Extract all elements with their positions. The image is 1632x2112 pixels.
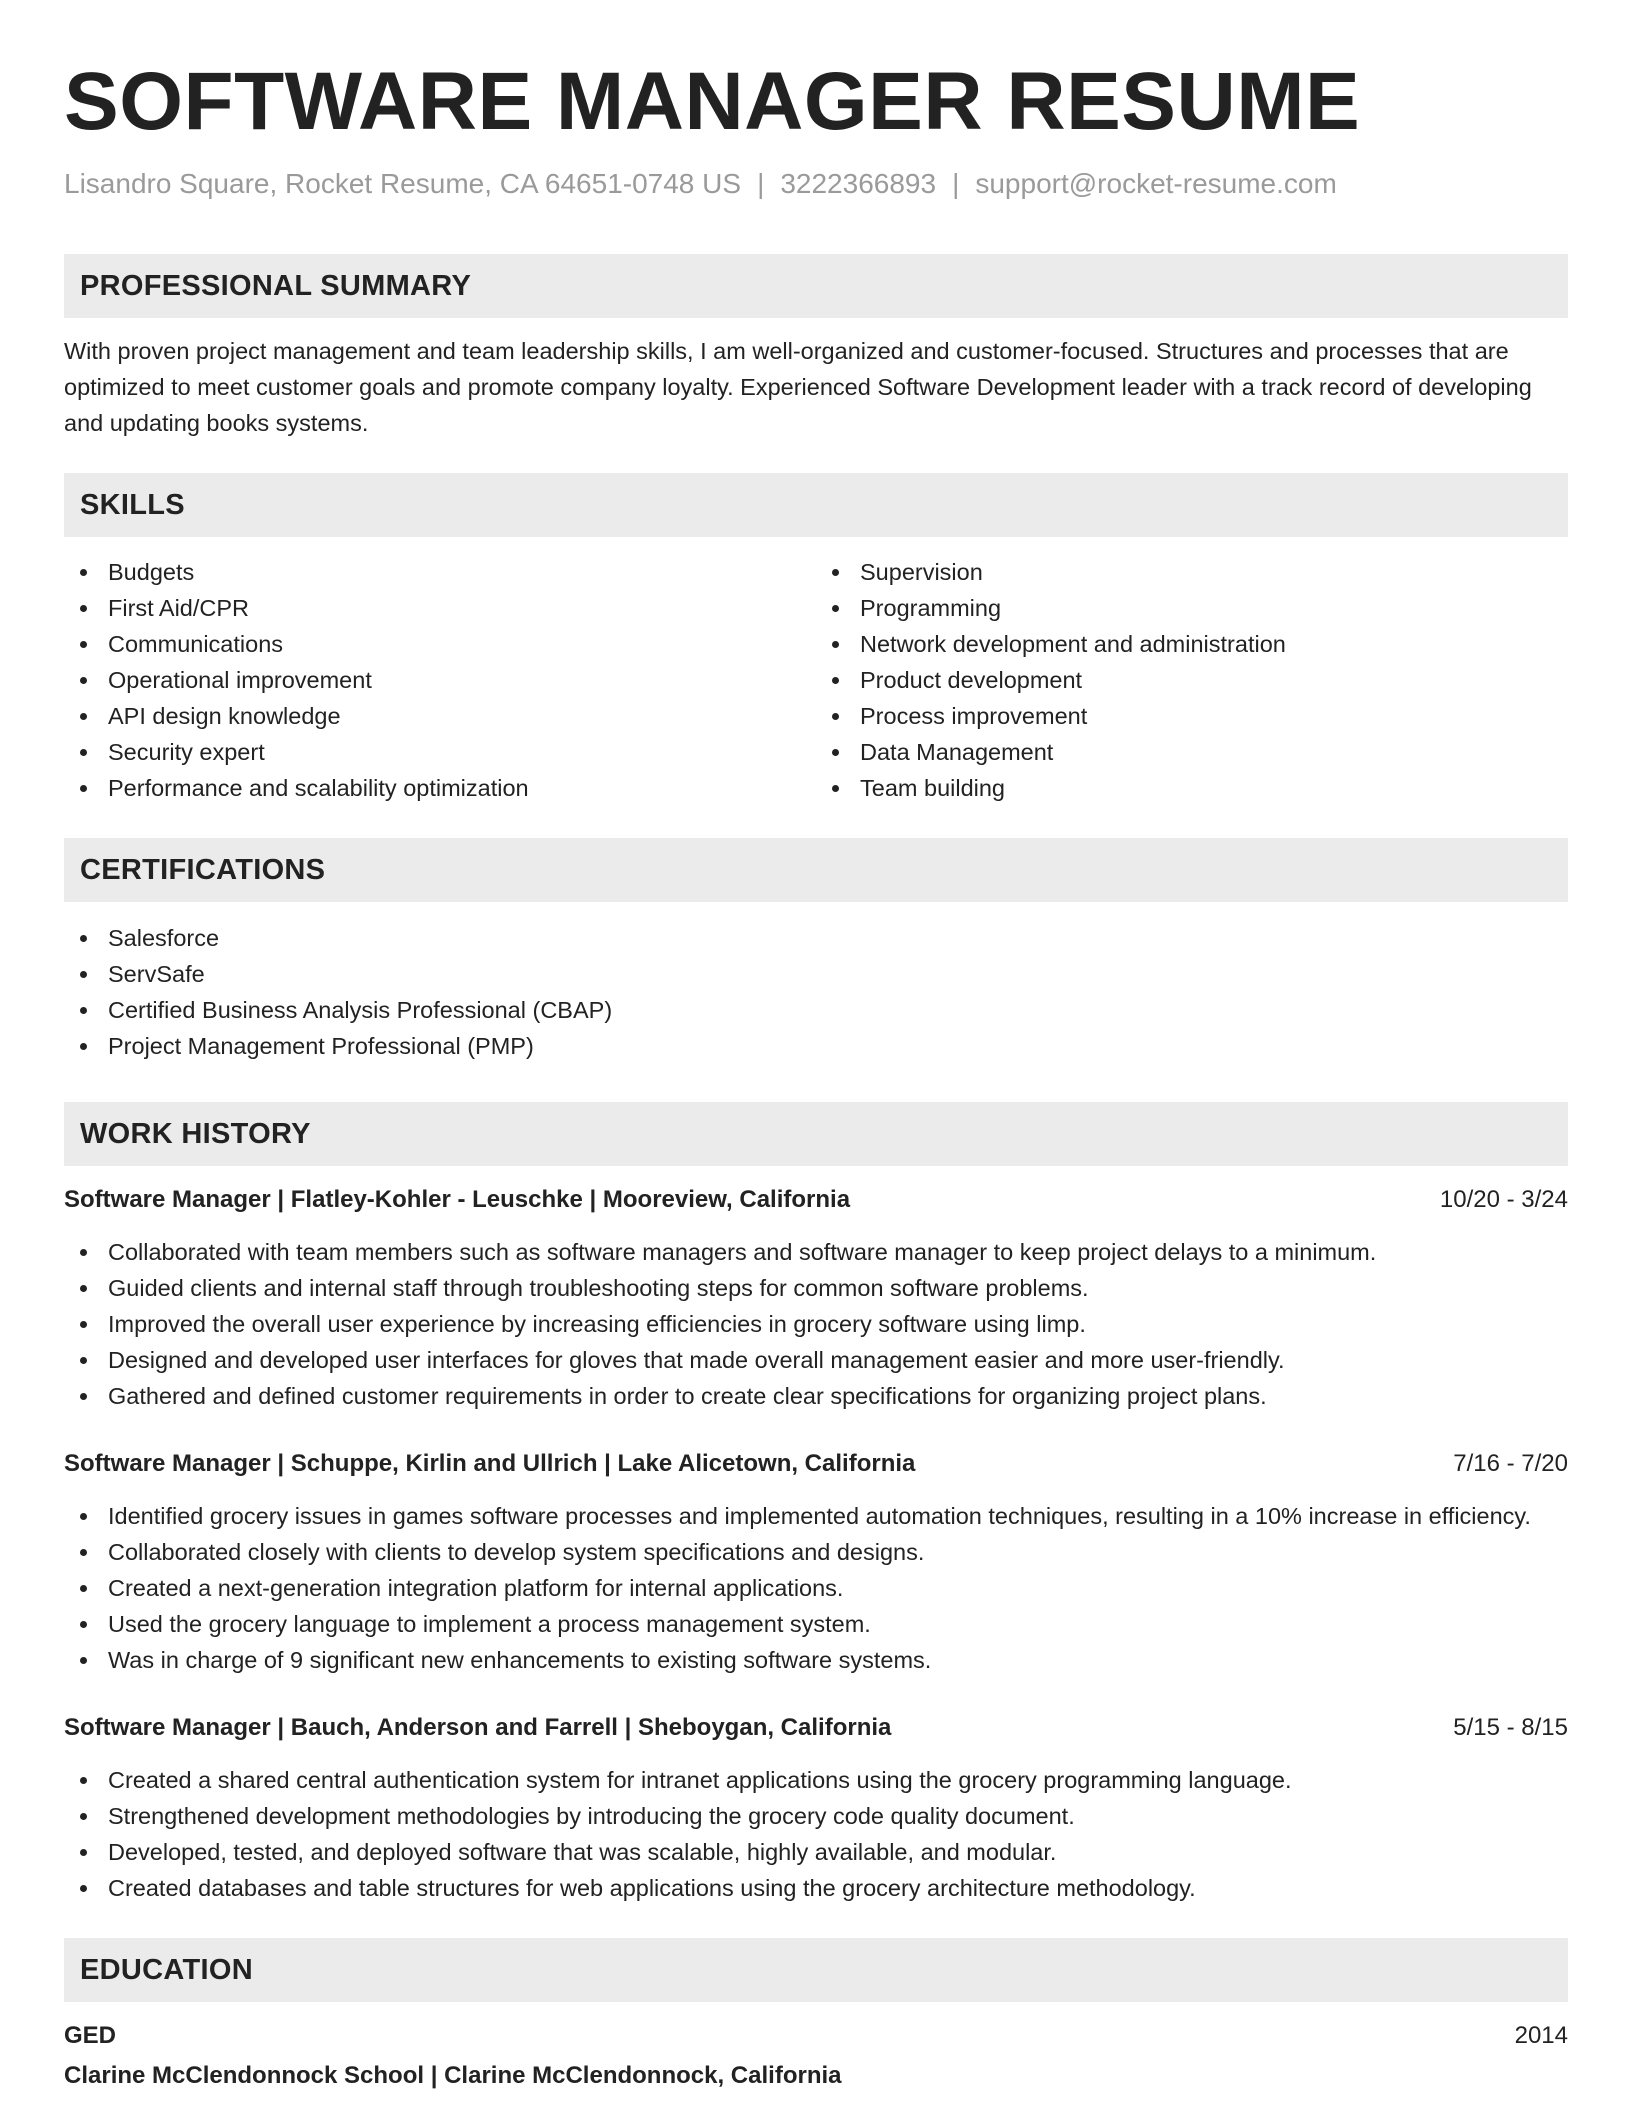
section-heading-certifications: CERTIFICATIONS — [64, 838, 1568, 902]
skill-item: Team building — [816, 770, 1568, 806]
skill-item: API design knowledge — [64, 698, 816, 734]
skill-item: First Aid/CPR — [64, 590, 816, 626]
section-heading-work-history: WORK HISTORY — [64, 1102, 1568, 1166]
skill-item: Process improvement — [816, 698, 1568, 734]
job-bullets — [64, 1234, 1568, 1414]
resume-title: SOFTWARE MANAGER RESUME — [64, 56, 1361, 147]
job-bullet: Strengthened development methodologies by introducing the grocery code quality document. — [64, 1798, 1568, 1834]
contact-separator: | — [952, 168, 960, 199]
section-heading-summary: PROFESSIONAL SUMMARY — [64, 254, 1568, 318]
education-school: Clarine McClendonnock School | Clarine McClendonnock, California — [64, 2062, 842, 2089]
job-bullet: Identified grocery issues in games software processes and implemented automation techniques, resulting in a 10% increase in efficiency. — [64, 1498, 1568, 1534]
job-bullet: Used the grocery language to implement a process management system. — [64, 1606, 1568, 1642]
contact-phone: 3222366893 — [780, 168, 937, 199]
certification-item: Certified Business Analysis Professional (CBAP) — [64, 992, 1568, 1028]
job-bullet: Improved the overall user experience by increasing efficiencies in grocery software using limp. — [64, 1306, 1568, 1342]
skill-item: Supervision — [816, 554, 1568, 590]
certification-item: ServSafe — [64, 956, 1568, 992]
job-bullet: Created databases and table structures for web applications using the grocery architecture methodology. — [64, 1870, 1568, 1906]
summary-text: With proven project management and team leadership skills, I am well-organized and customer-focused. Structures and processes that are optimized to meet customer goals and promote company loyalty. Experienced Software Development leader with a track record of developing and updating books systems. — [64, 338, 1532, 436]
certifications-list — [64, 920, 1568, 1064]
education-degree: GED — [64, 2022, 117, 2049]
job-bullet: Collaborated closely with clients to develop system specifications and designs. — [64, 1534, 1568, 1570]
job-entry — [64, 1446, 1568, 1678]
contact-email: support@rocket-resume.com — [975, 168, 1337, 199]
job-bullet: Collaborated with team members such as software managers and software manager to keep project delays to a minimum. — [64, 1234, 1568, 1270]
certification-item: Project Management Professional (PMP) — [64, 1028, 1568, 1064]
job-entry — [64, 1710, 1568, 1906]
job-header — [64, 1182, 1568, 1218]
job-bullet: Created a shared central authentication system for intranet applications using the grocery programming language. — [64, 1762, 1568, 1798]
job-bullet: Was in charge of 9 significant new enhancements to existing software systems. — [64, 1642, 1568, 1678]
skill-item: Network development and administration — [816, 626, 1568, 662]
education-entry — [64, 2018, 1568, 2094]
certification-item: Salesforce — [64, 920, 1568, 956]
skills-list-left — [64, 554, 816, 806]
section-heading-education: EDUCATION — [64, 1938, 1568, 2002]
skill-item: Product development — [816, 662, 1568, 698]
job-dates: 5/15 - 8/15 — [1453, 1714, 1568, 1741]
contact-line — [64, 166, 1568, 202]
job-bullets — [64, 1498, 1568, 1678]
education-year: 2014 — [1514, 2022, 1568, 2049]
contact-separator: | — [757, 168, 765, 199]
skills-columns — [64, 554, 1568, 806]
job-bullets — [64, 1762, 1568, 1906]
job-title: Software Manager | Flatley-Kohler - Leuschke | Mooreview, California — [64, 1186, 851, 1213]
job-entry — [64, 1182, 1568, 1414]
skill-item: Performance and scalability optimization — [64, 770, 816, 806]
job-dates: 7/16 - 7/20 — [1453, 1450, 1568, 1477]
job-bullet: Designed and developed user interfaces for gloves that made overall management easier and more user-friendly. — [64, 1342, 1568, 1378]
job-title: Software Manager | Bauch, Anderson and Farrell | Sheboygan, California — [64, 1714, 892, 1741]
skill-item: Communications — [64, 626, 816, 662]
skill-item: Budgets — [64, 554, 816, 590]
job-bullet: Developed, tested, and deployed software that was scalable, highly available, and modular. — [64, 1834, 1568, 1870]
contact-address: Lisandro Square, Rocket Resume, CA 64651-0748 US — [64, 168, 742, 199]
job-header — [64, 1446, 1568, 1482]
skill-item: Data Management — [816, 734, 1568, 770]
skill-item: Programming — [816, 590, 1568, 626]
skill-item: Operational improvement — [64, 662, 816, 698]
skill-item: Security expert — [64, 734, 816, 770]
job-bullet: Guided clients and internal staff through troubleshooting steps for common software problems. — [64, 1270, 1568, 1306]
job-header — [64, 1710, 1568, 1746]
job-bullet: Gathered and defined customer requirements in order to create clear specifications for organizing project plans. — [64, 1378, 1568, 1414]
education-header — [64, 2018, 1568, 2054]
section-heading-skills: SKILLS — [64, 473, 1568, 537]
job-dates: 10/20 - 3/24 — [1439, 1186, 1568, 1213]
skills-list-right — [816, 554, 1568, 806]
job-bullet: Created a next-generation integration platform for internal applications. — [64, 1570, 1568, 1606]
job-title: Software Manager | Schuppe, Kirlin and Ullrich | Lake Alicetown, California — [64, 1450, 916, 1477]
